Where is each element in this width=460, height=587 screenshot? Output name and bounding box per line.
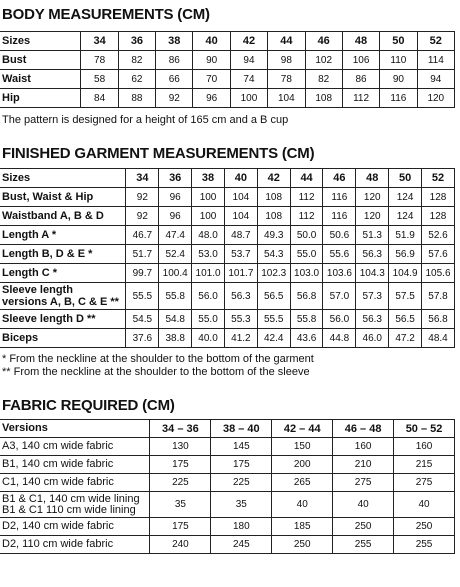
size-header: 36: [159, 169, 192, 188]
size-header: 46 – 48: [333, 420, 394, 438]
sleeve-length-footnote: ** From the neckline at the shoulder to the bottom of the sleeve: [2, 366, 310, 378]
row-label: D2, 110 cm wide fabric: [0, 536, 150, 554]
table-cell: 124: [389, 207, 422, 226]
table-cell: 114: [417, 51, 454, 70]
table-row: [0, 245, 455, 264]
table-cell: 120: [356, 207, 389, 226]
table-cell: 265: [272, 474, 333, 492]
size-header: 40: [193, 32, 230, 51]
table-cell: 105.6: [422, 264, 455, 283]
header-label: Versions: [0, 420, 150, 438]
row-label: Length B, D & E *: [0, 245, 126, 264]
table-cell: 255: [333, 536, 394, 554]
table-cell: 104: [268, 89, 305, 108]
row-label: Bust: [0, 51, 81, 70]
row-label: Bust, Waist & Hip: [0, 188, 126, 207]
size-header: 48: [356, 169, 389, 188]
table-cell: 275: [394, 474, 455, 492]
table-row: [0, 438, 455, 456]
table-cell: 49.3: [257, 226, 290, 245]
table-cell: 40: [394, 492, 455, 518]
table-row: [0, 188, 455, 207]
table-cell: 50.6: [323, 226, 356, 245]
table-cell: 56.5: [389, 310, 422, 329]
table-cell: 43.6: [290, 329, 323, 348]
table-cell: 200: [272, 456, 333, 474]
table-cell: 90: [193, 51, 230, 70]
table-row: [0, 329, 455, 348]
table-cell: 66: [156, 70, 193, 89]
table-cell: 78: [268, 70, 305, 89]
table-cell: 56.0: [192, 283, 225, 310]
table-cell: 98: [268, 51, 305, 70]
table-cell: 128: [422, 188, 455, 207]
table-row: [0, 536, 455, 554]
table-cell: 255: [394, 536, 455, 554]
table-cell: 47.2: [389, 329, 422, 348]
table-cell: 42.4: [257, 329, 290, 348]
row-label: Sleeve length D **: [0, 310, 126, 329]
table-row: [0, 310, 455, 329]
row-label: B1 & C1, 140 cm wide lining B1 & C1 110 cm wide lining: [0, 492, 150, 518]
size-header: 38 – 40: [211, 420, 272, 438]
table-cell: 37.6: [126, 329, 159, 348]
table-cell: 55.0: [290, 245, 323, 264]
table-cell: 51.3: [356, 226, 389, 245]
size-header: 48: [342, 32, 379, 51]
table-cell: 54.5: [126, 310, 159, 329]
table-cell: 175: [211, 456, 272, 474]
table-cell: 56.8: [290, 283, 323, 310]
size-header: 42: [257, 169, 290, 188]
table-cell: 48.4: [422, 329, 455, 348]
table-cell: 245: [211, 536, 272, 554]
row-label: Waist: [0, 70, 81, 89]
size-header: 34: [126, 169, 159, 188]
table-cell: 51.7: [126, 245, 159, 264]
body-measurements-table: [0, 31, 455, 108]
table-cell: 52.6: [422, 226, 455, 245]
table-cell: 53.7: [224, 245, 257, 264]
table-cell: 180: [211, 518, 272, 536]
table-cell: 94: [230, 51, 267, 70]
table-row: [0, 89, 455, 108]
table-cell: 56.5: [257, 283, 290, 310]
table-cell: 86: [156, 51, 193, 70]
table-cell: 56.8: [422, 310, 455, 329]
table-cell: 116: [323, 207, 356, 226]
table-cell: 38.8: [159, 329, 192, 348]
size-header: 42 – 44: [272, 420, 333, 438]
row-label: Biceps: [0, 329, 126, 348]
row-label: C1, 140 cm wide fabric: [0, 474, 150, 492]
table-cell: 160: [394, 438, 455, 456]
table-cell: 56.0: [323, 310, 356, 329]
table-cell: 92: [156, 89, 193, 108]
table-cell: 250: [394, 518, 455, 536]
table-row: [0, 474, 455, 492]
size-header: 46: [323, 169, 356, 188]
table-cell: 48.7: [224, 226, 257, 245]
table-cell: 56.3: [224, 283, 257, 310]
table-cell: 225: [211, 474, 272, 492]
table-cell: 40: [272, 492, 333, 518]
table-cell: 102: [305, 51, 342, 70]
table-cell: 112: [290, 188, 323, 207]
table-cell: 94: [417, 70, 454, 89]
table-cell: 120: [356, 188, 389, 207]
row-label: B1, 140 cm wide fabric: [0, 456, 150, 474]
table-cell: 58: [81, 70, 118, 89]
table-cell: 96: [193, 89, 230, 108]
table-cell: 96: [159, 188, 192, 207]
size-header: 44: [268, 32, 305, 51]
table-cell: 225: [150, 474, 211, 492]
height-note: The pattern is designed for a height of 165 cm and a B cup: [2, 114, 289, 126]
table-cell: 54.8: [159, 310, 192, 329]
table-cell: 160: [333, 438, 394, 456]
table-cell: 210: [333, 456, 394, 474]
finished-measurements-title: FINISHED GARMENT MEASUREMENTS (CM): [2, 145, 315, 162]
table-cell: 215: [394, 456, 455, 474]
table-cell: 108: [257, 207, 290, 226]
garment-length-footnote: * From the neckline at the shoulder to the bottom of the garment: [2, 353, 314, 365]
table-cell: 128: [422, 207, 455, 226]
size-header: 50: [380, 32, 417, 51]
table-cell: 47.4: [159, 226, 192, 245]
table-cell: 74: [230, 70, 267, 89]
table-cell: 90: [380, 70, 417, 89]
table-cell: 124: [389, 188, 422, 207]
table-cell: 112: [342, 89, 379, 108]
table-cell: 104.9: [389, 264, 422, 283]
table-cell: 250: [333, 518, 394, 536]
size-header: 38: [156, 32, 193, 51]
table-cell: 104: [224, 188, 257, 207]
table-cell: 100: [192, 207, 225, 226]
table-row: [0, 264, 455, 283]
table-cell: 46.0: [356, 329, 389, 348]
table-cell: 175: [150, 518, 211, 536]
table-cell: 112: [290, 207, 323, 226]
table-cell: 100: [192, 188, 225, 207]
table-cell: 240: [150, 536, 211, 554]
table-cell: 55.5: [126, 283, 159, 310]
table-cell: 101.0: [192, 264, 225, 283]
table-cell: 41.2: [224, 329, 257, 348]
header-label: Sizes: [0, 32, 81, 51]
table-cell: 56.3: [356, 245, 389, 264]
table-row: [0, 207, 455, 226]
size-header: 50 – 52: [394, 420, 455, 438]
table-cell: 55.6: [323, 245, 356, 264]
table-cell: 57.0: [323, 283, 356, 310]
table-cell: 110: [380, 51, 417, 70]
table-cell: 103.0: [290, 264, 323, 283]
table-cell: 48.0: [192, 226, 225, 245]
table-cell: 185: [272, 518, 333, 536]
table-cell: 104: [224, 207, 257, 226]
table-cell: 84: [81, 89, 118, 108]
table-cell: 52.4: [159, 245, 192, 264]
table-cell: 62: [118, 70, 155, 89]
table-cell: 82: [305, 70, 342, 89]
table-cell: 88: [118, 89, 155, 108]
size-header: 34: [81, 32, 118, 51]
table-cell: 57.6: [422, 245, 455, 264]
table-cell: 102.3: [257, 264, 290, 283]
table-row: [0, 492, 455, 518]
table-cell: 40: [333, 492, 394, 518]
size-header: 46: [305, 32, 342, 51]
table-row: [0, 456, 455, 474]
table-cell: 96: [159, 207, 192, 226]
table-cell: 116: [323, 188, 356, 207]
size-header: 36: [118, 32, 155, 51]
row-label: Length C *: [0, 264, 126, 283]
table-cell: 55.8: [159, 283, 192, 310]
table-cell: 54.3: [257, 245, 290, 264]
row-label: Sleeve length versions A, B, C & E **: [0, 283, 126, 310]
table-cell: 92: [126, 188, 159, 207]
table-cell: 99.7: [126, 264, 159, 283]
table-cell: 51.9: [389, 226, 422, 245]
table-cell: 35: [150, 492, 211, 518]
row-label: A3, 140 cm wide fabric: [0, 438, 150, 456]
table-cell: 106: [342, 51, 379, 70]
table-cell: 100.4: [159, 264, 192, 283]
table-cell: 145: [211, 438, 272, 456]
finished-measurements-table: [0, 168, 455, 348]
size-header: 52: [417, 32, 454, 51]
table-cell: 100: [230, 89, 267, 108]
table-cell: 86: [342, 70, 379, 89]
table-cell: 57.8: [422, 283, 455, 310]
table-row: [0, 51, 455, 70]
table-cell: 53.0: [192, 245, 225, 264]
finished-header-row: [0, 169, 455, 188]
table-cell: 78: [81, 51, 118, 70]
table-cell: 40.0: [192, 329, 225, 348]
table-row: [0, 70, 455, 89]
table-cell: 150: [272, 438, 333, 456]
table-row: [0, 283, 455, 310]
table-cell: 56.3: [356, 310, 389, 329]
table-cell: 50.0: [290, 226, 323, 245]
header-label: Sizes: [0, 169, 126, 188]
size-header: 52: [422, 169, 455, 188]
size-header: 34 – 36: [150, 420, 211, 438]
body-header-row: [0, 32, 455, 51]
table-cell: 55.8: [290, 310, 323, 329]
size-header: 42: [230, 32, 267, 51]
table-cell: 101.7: [224, 264, 257, 283]
fabric-required-table: [0, 419, 455, 554]
table-cell: 35: [211, 492, 272, 518]
fabric-required-title: FABRIC REQUIRED (CM): [2, 397, 175, 414]
table-cell: 104.3: [356, 264, 389, 283]
row-label: Hip: [0, 89, 81, 108]
size-header: 38: [192, 169, 225, 188]
fabric-header-row: [0, 420, 455, 438]
table-cell: 92: [126, 207, 159, 226]
table-row: [0, 518, 455, 536]
size-header: 40: [224, 169, 257, 188]
table-cell: 275: [333, 474, 394, 492]
table-cell: 55.3: [224, 310, 257, 329]
table-cell: 46.7: [126, 226, 159, 245]
table-cell: 57.3: [356, 283, 389, 310]
table-cell: 116: [380, 89, 417, 108]
row-label: Length A *: [0, 226, 126, 245]
table-cell: 250: [272, 536, 333, 554]
table-row: [0, 226, 455, 245]
table-cell: 56.9: [389, 245, 422, 264]
table-cell: 175: [150, 456, 211, 474]
table-cell: 108: [257, 188, 290, 207]
table-cell: 55.0: [192, 310, 225, 329]
size-header: 50: [389, 169, 422, 188]
row-label: Waistband A, B & D: [0, 207, 126, 226]
body-measurements-title: BODY MEASUREMENTS (CM): [2, 6, 210, 23]
table-cell: 57.5: [389, 283, 422, 310]
row-label: D2, 140 cm wide fabric: [0, 518, 150, 536]
table-cell: 130: [150, 438, 211, 456]
size-header: 44: [290, 169, 323, 188]
table-cell: 55.5: [257, 310, 290, 329]
table-cell: 120: [417, 89, 454, 108]
table-cell: 82: [118, 51, 155, 70]
table-cell: 70: [193, 70, 230, 89]
table-cell: 103.6: [323, 264, 356, 283]
table-cell: 44.8: [323, 329, 356, 348]
table-cell: 108: [305, 89, 342, 108]
